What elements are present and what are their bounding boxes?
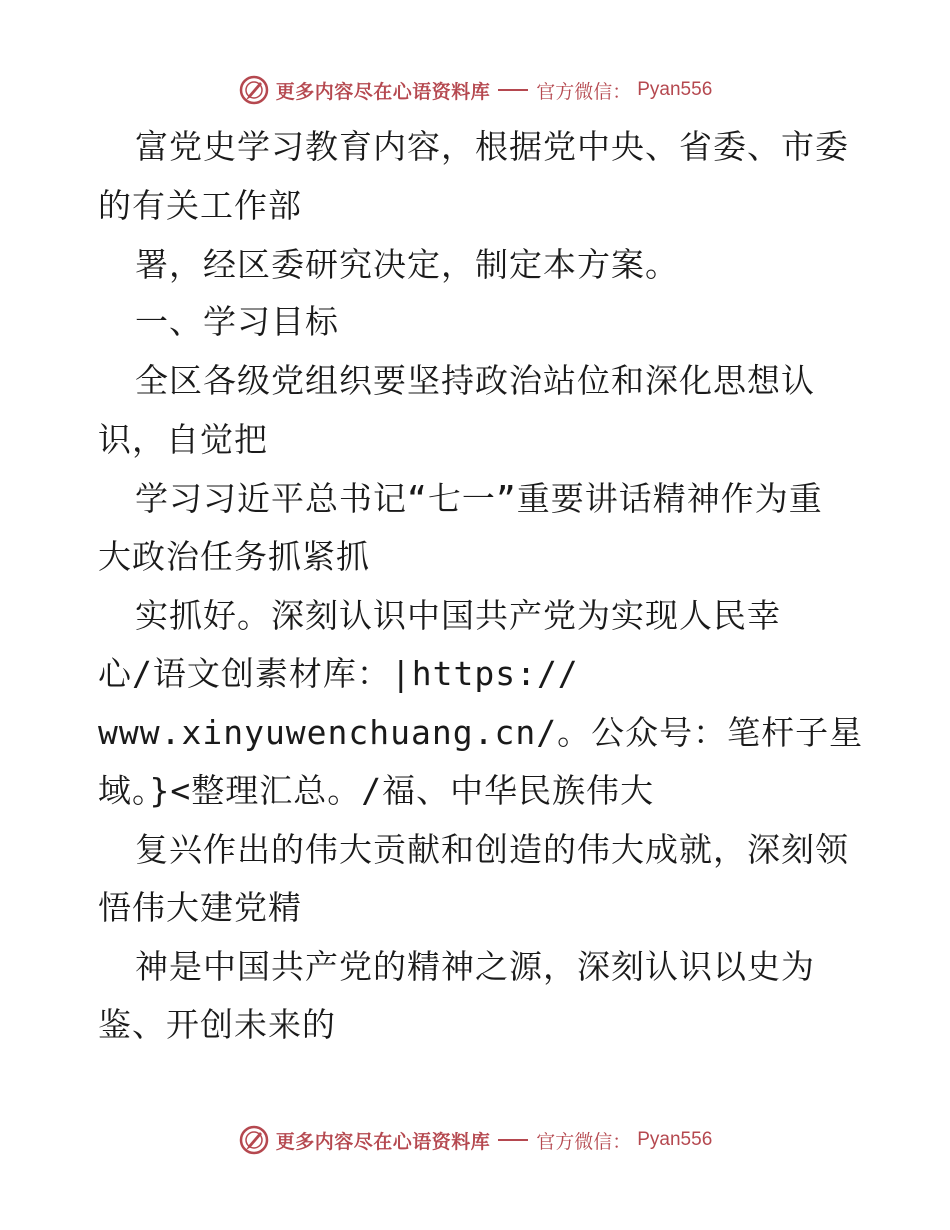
header-dash: [498, 89, 528, 91]
body-line: 域。}<整理汇总。/福、中华民族伟大: [98, 771, 655, 810]
body-line: 的有关工作部: [98, 186, 302, 225]
body-line: 学习习近平总书记“七一”重要讲话精神作为重: [135, 479, 823, 518]
body-line: 署，经区委研究决定，制定本方案。: [135, 245, 679, 284]
header-brand-text: 更多内容尽在心语资料库: [275, 80, 491, 103]
body-line: 悟伟大建党精: [98, 888, 302, 927]
header-wechat-label: 官方微信：: [536, 80, 632, 103]
section-heading: 一、学习目标: [135, 302, 339, 341]
body-line: 全区各级党组织要坚持政治站位和深化思想认: [135, 361, 815, 400]
header-watermark: [0, 70, 950, 110]
footer-watermark: [0, 1120, 950, 1160]
brand-logo-icon: [238, 1124, 270, 1156]
body-line: 富党史学习教育内容，根据党中央、省委、市委: [135, 127, 849, 166]
brand-logo-icon: [238, 74, 270, 106]
body-line: 实抓好。深刻认识中国共产党为实现人民幸: [135, 596, 781, 635]
footer-dash: [498, 1139, 528, 1141]
body-line: 复兴作出的伟大贡献和创造的伟大成就，深刻领: [135, 830, 849, 869]
body-line: 心/语文创素材库：|https://: [98, 654, 579, 693]
body-line: www.xinyuwenchuang.cn/。公众号：笔杆子星: [98, 713, 864, 752]
footer-brand-text: 更多内容尽在心语资料库: [275, 1130, 491, 1153]
body-line: 鉴、开创未来的: [98, 1005, 336, 1044]
header-watermark-inner: [238, 74, 713, 106]
body-line: 识，自觉把: [98, 420, 268, 459]
header-wechat-id: Pyan556: [637, 79, 713, 100]
footer-wechat-id: Pyan556: [637, 1129, 713, 1150]
footer-wechat-label: 官方微信：: [536, 1130, 632, 1153]
body-line: 神是中国共产党的精神之源，深刻认识以史为: [135, 947, 815, 986]
footer-watermark-inner: [238, 1124, 713, 1156]
body-line: 大政治任务抓紧抓: [98, 537, 370, 576]
